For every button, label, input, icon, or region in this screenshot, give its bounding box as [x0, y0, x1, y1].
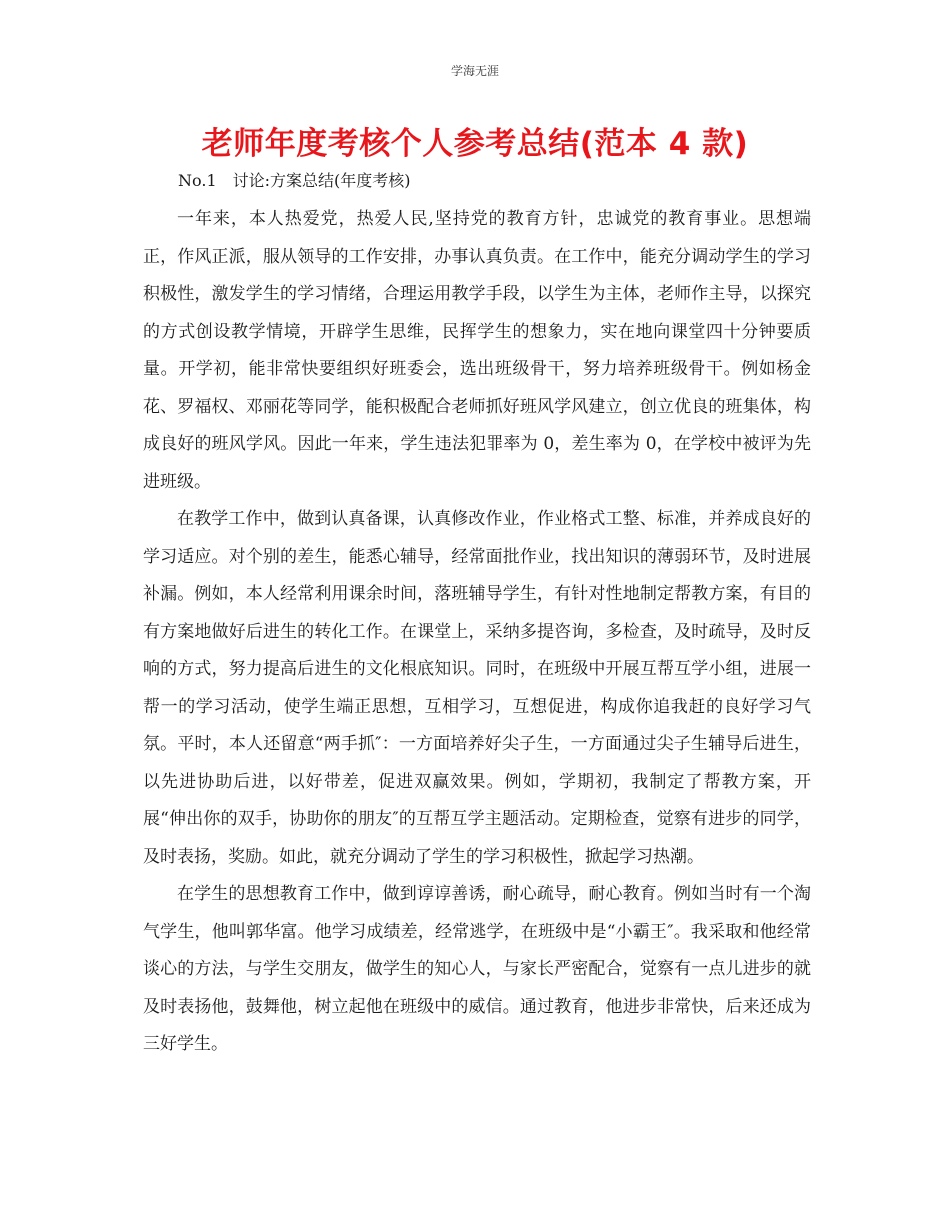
document-title: 老师年度考核个人参考总结(范本 4 款) [201, 126, 749, 162]
document-body [143, 201, 811, 1064]
body-paragraph-1: 一年来，本人热爱党，热爱人民,坚持党的教育方针，忠诚党的教育事业。思想端正，作风正派，服从领导的工作安排，办事认真负责。在工作中，能充分调动学生的学习积极性，激发学生的学习情绪，合理运用教学手段，以学生为主体，老师作主导，以探究的方式创设教学情境，开辟学生思维，民挥学生的想象力，实在地向课堂四十分钟要质量。开学初，能非常快要组织好班委会，选出班级骨干，努力培养班级骨干。例如杨金花、罗福权、邓丽花等同学，能积极配合老师抓好班风学风建立，创立优良的班集体，构成良好的班风学风。因此一年来，学生违法犯罪率为 0，差生率为 0，在学校中被评为先进班级。 [143, 209, 811, 492]
body-paragraph-2: 在教学工作中，做到认真备课，认真修改作业，作业格式工整、标准，并养成良好的学习适应。对个别的差生，能悉心辅导，经常面批作业，找出知识的薄弱环节，及时进展补漏。例如，本人经常利用课余时间，落班辅导学生，有针对性地制定帮教方案，有目的有方案地做好后进生的转化工作。在课堂上，采纳多提咨询，多检查，及时疏导，及时反响的方式，努力提高后进生的文化根底知识。同时，在班级中开展互帮互学小组，进展一帮一的学习活动，使学生端正思想，互相学习，互想促进，构成你追我赶的良好学习气氛。平时，本人还留意“两手抓″：一方面培养好尖子生，一方面通过尖子生辅导后进生，以先进协助后进，以好带差，促进双赢效果。例如，学期初，我制定了帮教方案，开展“伸出你的双手，协助你的朋友″的互帮互学主题活动。定期检查，觉察有进步的同学，及时表扬，奖励。如此，就充分调动了学生的学习积极性，掀起学习热潮。 [143, 509, 811, 867]
page-header-note: 学海无涯 [450, 64, 499, 78]
body-paragraph-3: 在学生的思想教育工作中，做到谆谆善诱，耐心疏导，耐心教育。例如当时有一个淘气学生，他叫郭华富。他学习成绩差，经常逃学，在班级中是“小霸王″。我采取和他经常谈心的方法，与学生交朋友，做学生的知心人，与家长严密配合，觉察有一点儿进步的就及时表扬他，鼓舞他，树立起他在班级中的威信。通过教育，他进步非常快，后来还成为三好学生。 [143, 884, 811, 1054]
section-subtitle: No.1 讨论:方案总结(年度考核) [178, 171, 411, 190]
